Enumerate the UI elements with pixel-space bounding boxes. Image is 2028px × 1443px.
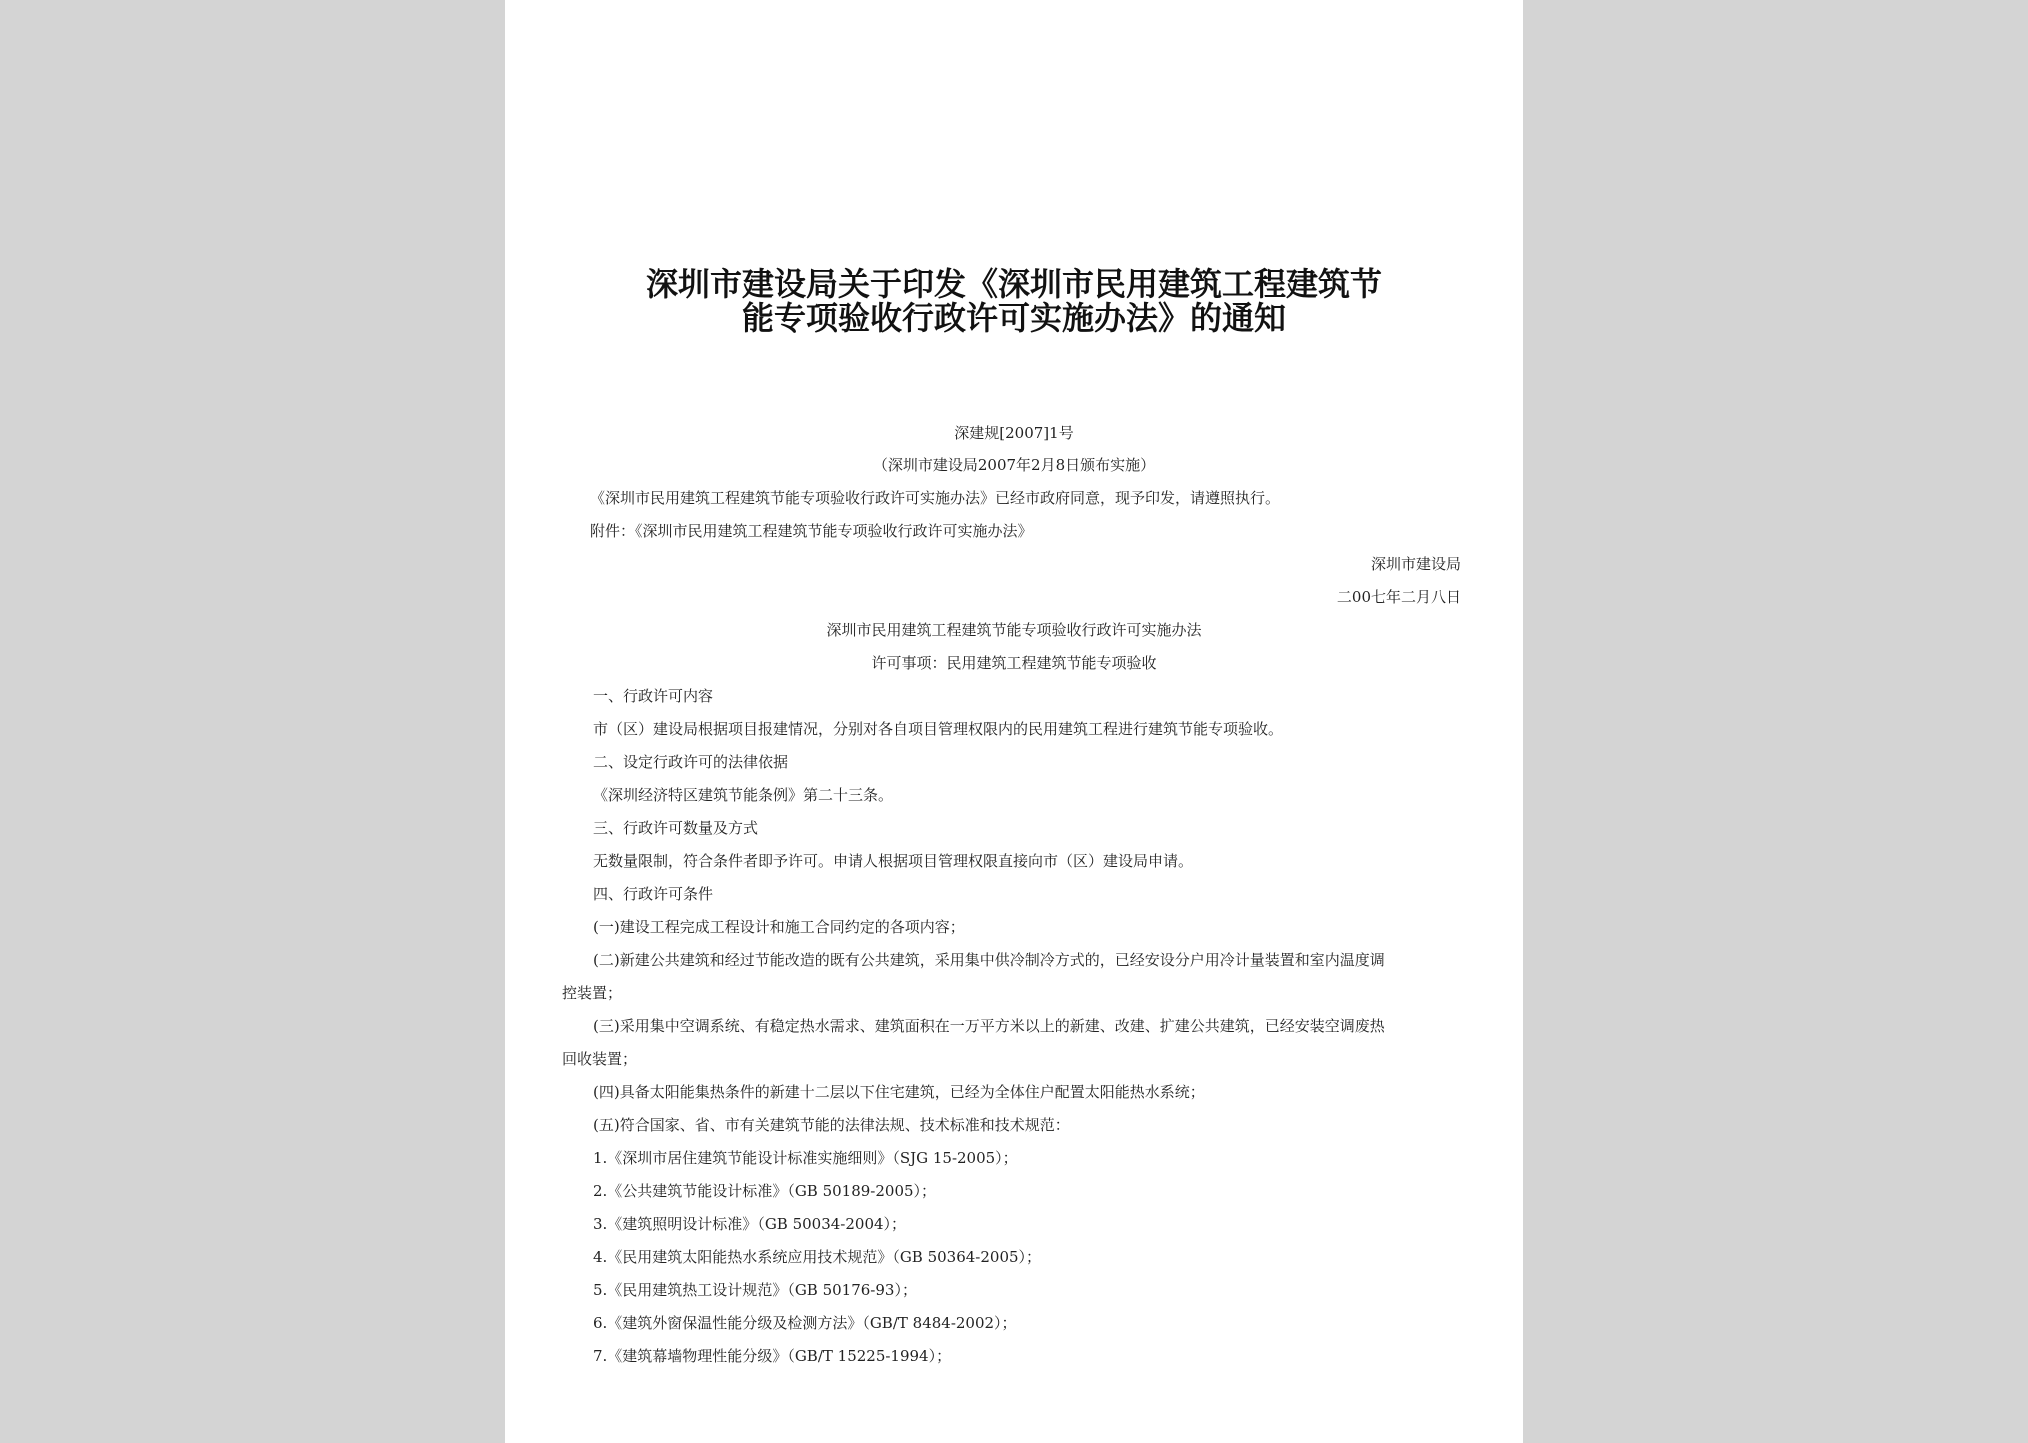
issue-note: （深圳市建设局2007年2月8日颁布实施） <box>872 456 1156 474</box>
attached-rules-title: 深圳市民用建筑工程建筑节能专项验收行政许可实施办法 <box>826 621 1202 639</box>
issue-date: 二00七年二月八日 <box>1336 588 1461 606</box>
condition-item: (五)符合国家、省、市有关建筑节能的法律法规、技术标准和技术规范： <box>593 1116 1070 1134</box>
section-heading: 四、行政许可条件 <box>593 885 714 903</box>
condition-item: (三)采用集中空调系统、有稳定热水需求、建筑面积在一万平方米以上的新建、改建、扩建公共建筑，已经安装空调废热 <box>593 1017 1385 1035</box>
document-title-line-1: 深圳市建设局关于印发《深圳市民用建筑工程建筑节 <box>645 265 1382 303</box>
condition-item: (四)具备太阳能集热条件的新建十二层以下住宅建筑，已经为全体住户配置太阳能热水系统； <box>593 1083 1205 1101</box>
standard-list-item: 2.《公共建筑节能设计标准》（GB 50189-2005）； <box>593 1182 937 1200</box>
standard-list-item: 5.《民用建筑热工设计规范》（GB 50176-93）； <box>593 1281 917 1299</box>
condition-item-continuation: 控装置； <box>562 984 623 1002</box>
standard-list-item: 1.《深圳市居住建筑节能设计标准实施细则》（SJG 15-2005）； <box>593 1149 1018 1167</box>
attachment-line: 附件：《深圳市民用建筑工程建筑节能专项验收行政许可实施办法》 <box>590 522 1033 540</box>
condition-item-continuation: 回收装置； <box>562 1050 638 1068</box>
standard-list-item: 3.《建筑照明设计标准》（GB 50034-2004）； <box>593 1215 907 1233</box>
section-heading: 二、设定行政许可的法律依据 <box>593 753 789 771</box>
section-body: 市（区）建设局根据项目报建情况，分别对各自项目管理权限内的民用建筑工程进行建筑节能专项验收。 <box>593 720 1284 738</box>
standard-list-item: 4.《民用建筑太阳能热水系统应用技术规范》（GB 50364-2005）； <box>593 1248 1042 1266</box>
section-body: 《深圳经济特区建筑节能条例》第二十三条。 <box>593 786 894 804</box>
condition-item: (一)建设工程完成工程设计和施工合同约定的各项内容； <box>593 918 965 936</box>
condition-item: (二)新建公共建筑和经过节能改造的既有公共建筑，采用集中供冷制冷方式的，已经安设分户用冷计量装置和室内温度调 <box>593 951 1385 969</box>
section-heading: 三、行政许可数量及方式 <box>593 819 759 837</box>
standard-list-item: 6.《建筑外窗保温性能分级及检测方法》（GB/T 8484-2002）； <box>593 1314 1017 1332</box>
standard-list-item: 7.《建筑幕墙物理性能分级》（GB/T 15225-1994）； <box>593 1347 952 1365</box>
section-heading: 一、行政许可内容 <box>593 687 714 705</box>
section-body: 无数量限制，符合条件者即予许可。申请人根据项目管理权限直接向市（区）建设局申请。 <box>593 852 1194 870</box>
document-page <box>505 0 1523 1443</box>
issuer-signature: 深圳市建设局 <box>1370 555 1461 573</box>
doc-number: 深建规[2007]1号 <box>954 424 1074 442</box>
permit-item: 许可事项：民用建筑工程建筑节能专项验收 <box>871 654 1157 672</box>
document-title-line-2: 能专项验收行政许可实施办法》的通知 <box>741 299 1286 337</box>
intro-paragraph: 《深圳市民用建筑工程建筑节能专项验收行政许可实施办法》已经市政府同意，现予印发，请遵照执行。 <box>590 489 1281 507</box>
